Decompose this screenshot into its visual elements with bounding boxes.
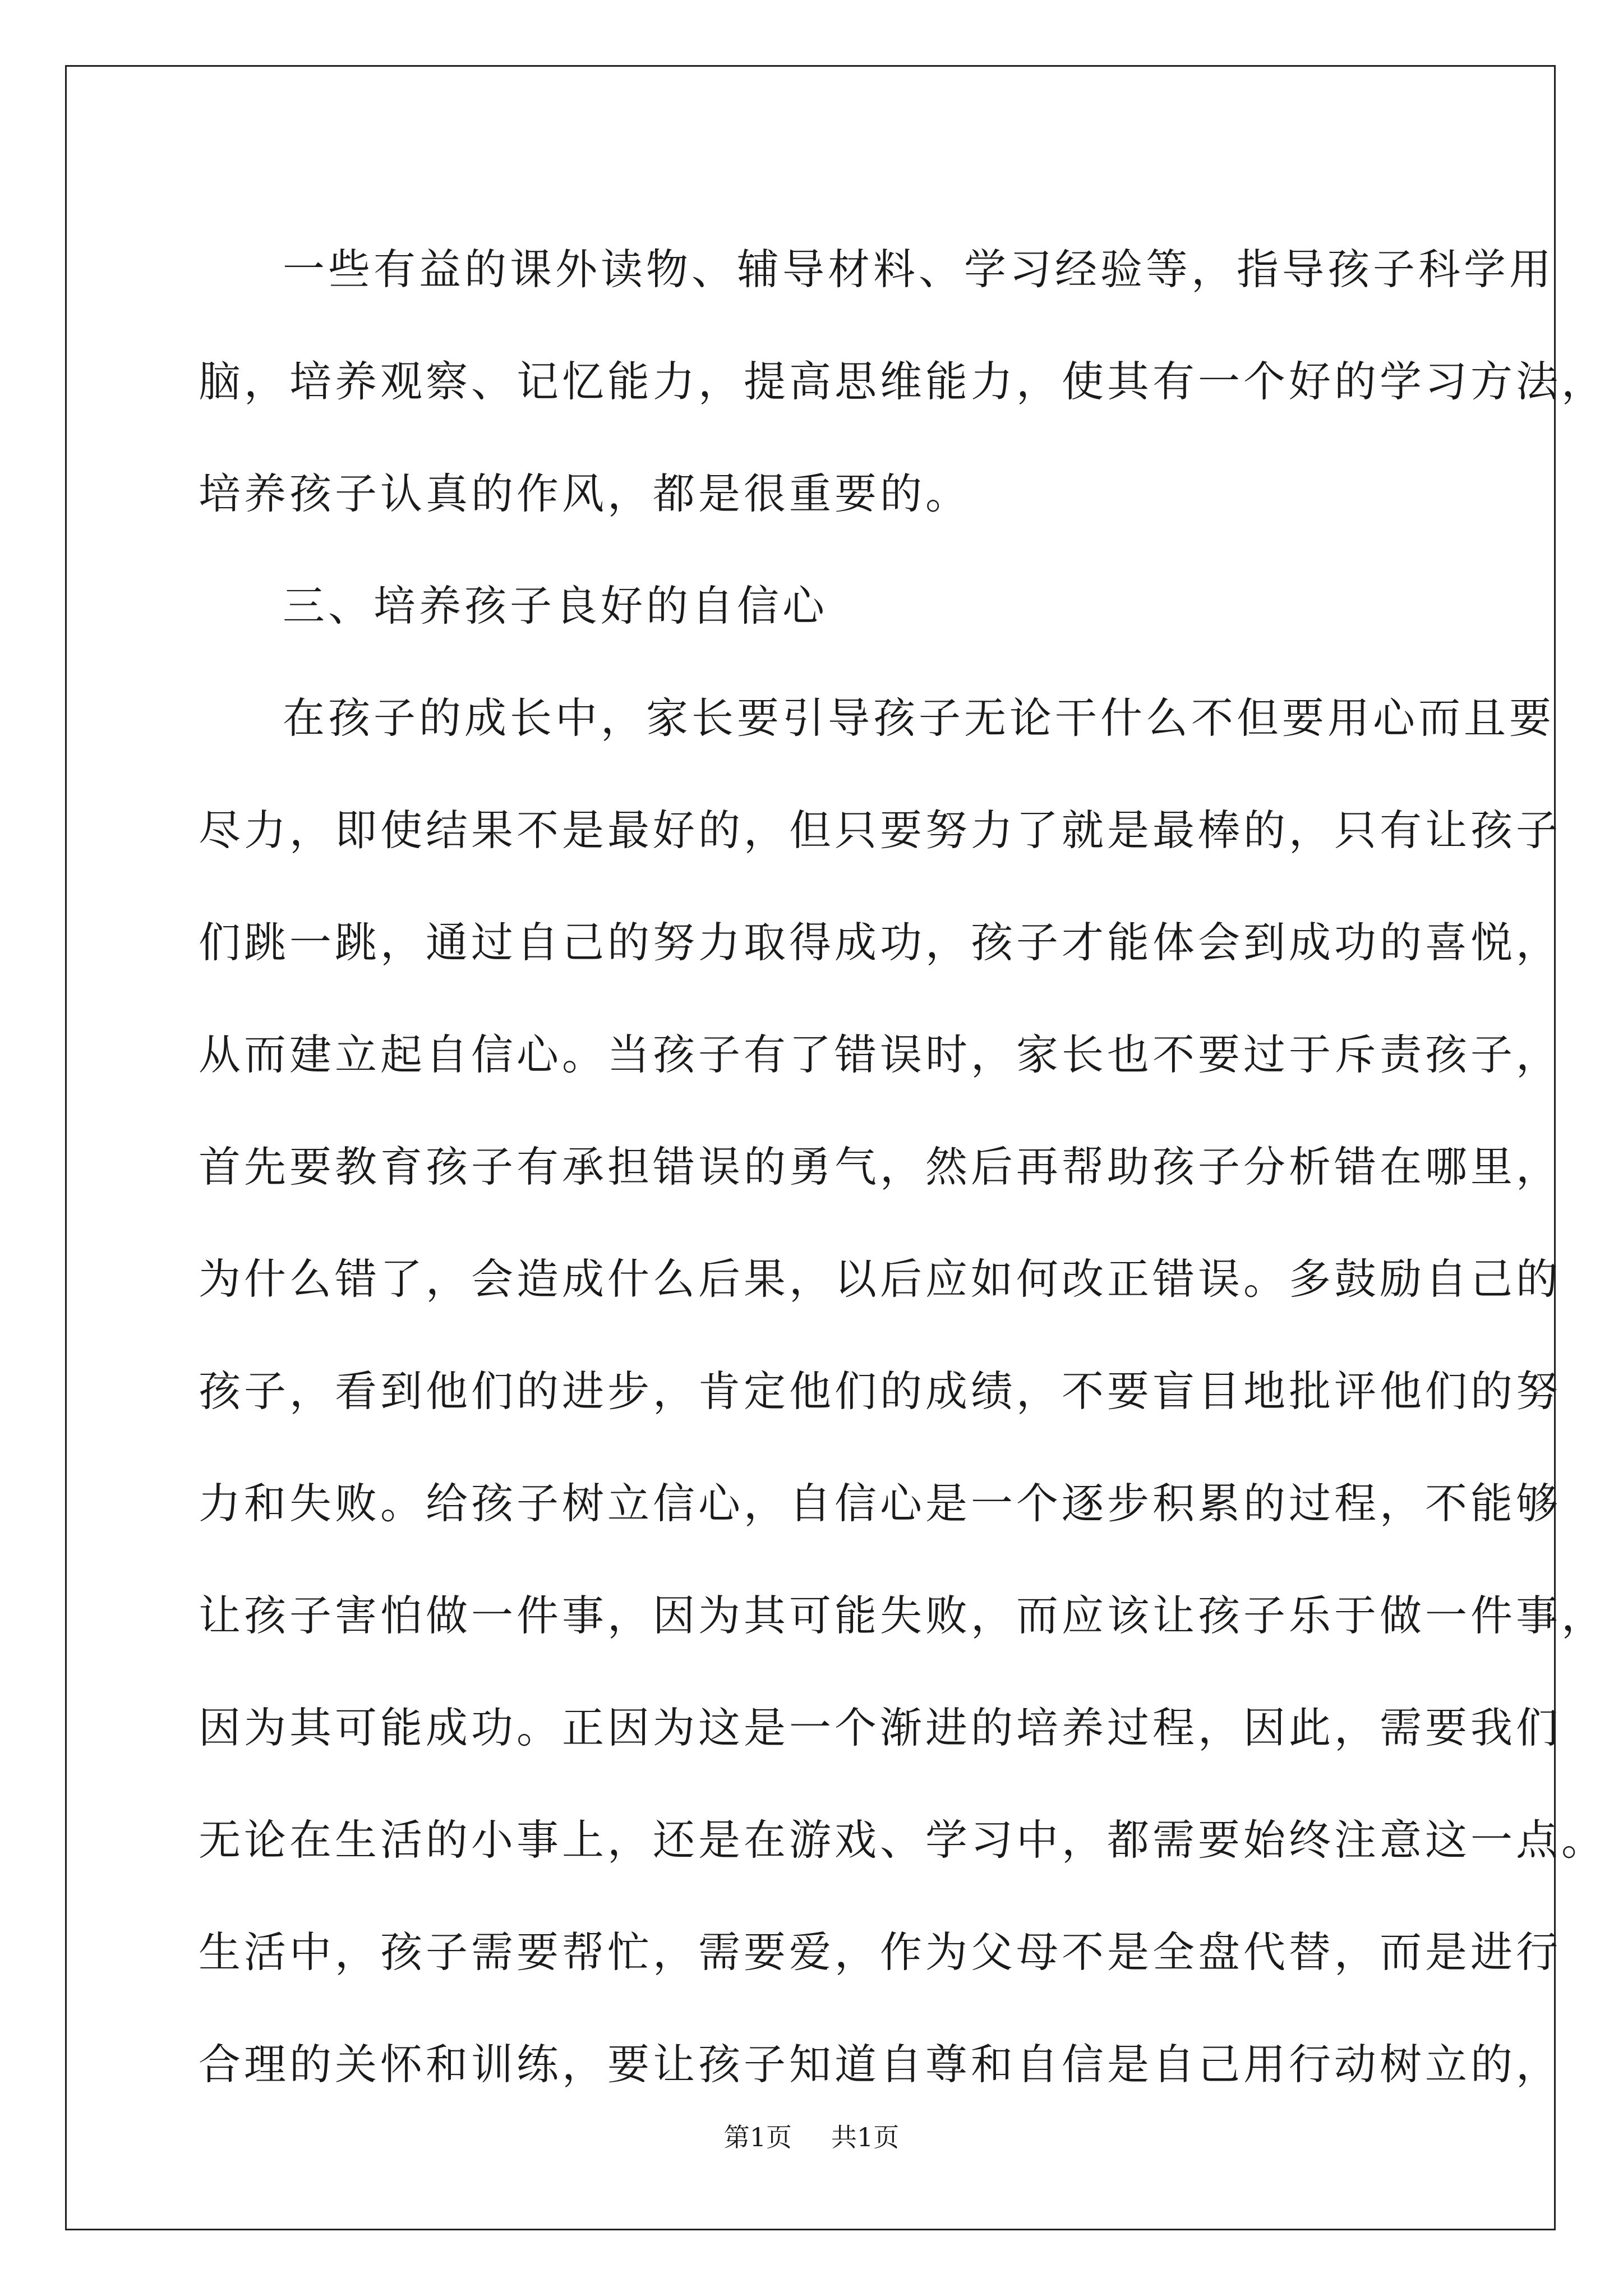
paragraph-line: 在孩子的成长中，家长要引导孩子无论干什么不但要用心而且要 (283, 693, 1555, 743)
paragraph-line: 无论在生活的小事上，还是在游戏、学习中，都需要始终注意这一点。 (199, 1815, 1607, 1865)
page-number: 第1页 (723, 2122, 792, 2152)
paragraph-line: 一些有益的课外读物、辅导材料、学习经验等，指导孩子科学用 (283, 245, 1555, 294)
paragraph-line: 首先要教育孩子有承担错误的勇气，然后再帮助孩子分析错在哪里， (199, 1142, 1562, 1191)
paragraph-line: 因为其可能成功。正因为这是一个渐进的培养过程，因此，需要我们 (199, 1703, 1562, 1752)
page-footer (0, 2120, 1623, 2154)
document-body (199, 213, 1607, 2120)
paragraph-line: 生活中，孩子需要帮忙，需要爱，作为父母不是全盘代替，而是进行 (199, 1927, 1562, 1977)
paragraph-line: 力和失败。给孩子树立信心，自信心是一个逐步积累的过程，不能够 (199, 1479, 1562, 1528)
paragraph-line: 孩子，看到他们的进步，肯定他们的成绩，不要盲目地批评他们的努 (199, 1366, 1562, 1416)
paragraph-line: 脑，培养观察、记忆能力，提高思维能力，使其有一个好的学习方法， (199, 357, 1607, 406)
paragraph-line: 为什么错了，会造成什么后果，以后应如何改正错误。多鼓励自己的 (199, 1254, 1562, 1304)
paragraph-line: 尽力，即使结果不是最好的，但只要努力了就是最棒的，只有让孩子 (199, 806, 1562, 855)
page-total: 共1页 (831, 2122, 900, 2152)
paragraph-line: 合理的关怀和训练，要让孩子知道自尊和自信是自己用行动树立的， (199, 2040, 1562, 2089)
paragraph-line: 让孩子害怕做一件事，因为其可能失败，而应该让孩子乐于做一件事， (199, 1591, 1607, 1640)
paragraph-line: 从而建立起自信心。当孩子有了错误时，家长也不要过于斥责孩子， (199, 1030, 1562, 1079)
section-heading: 三、培养孩子良好的自信心 (283, 581, 828, 631)
paragraph-line: 们跳一跳，通过自己的努力取得成功，孩子才能体会到成功的喜悦， (199, 918, 1562, 967)
paragraph-line: 培养孩子认真的作风，都是很重要的。 (199, 469, 971, 518)
